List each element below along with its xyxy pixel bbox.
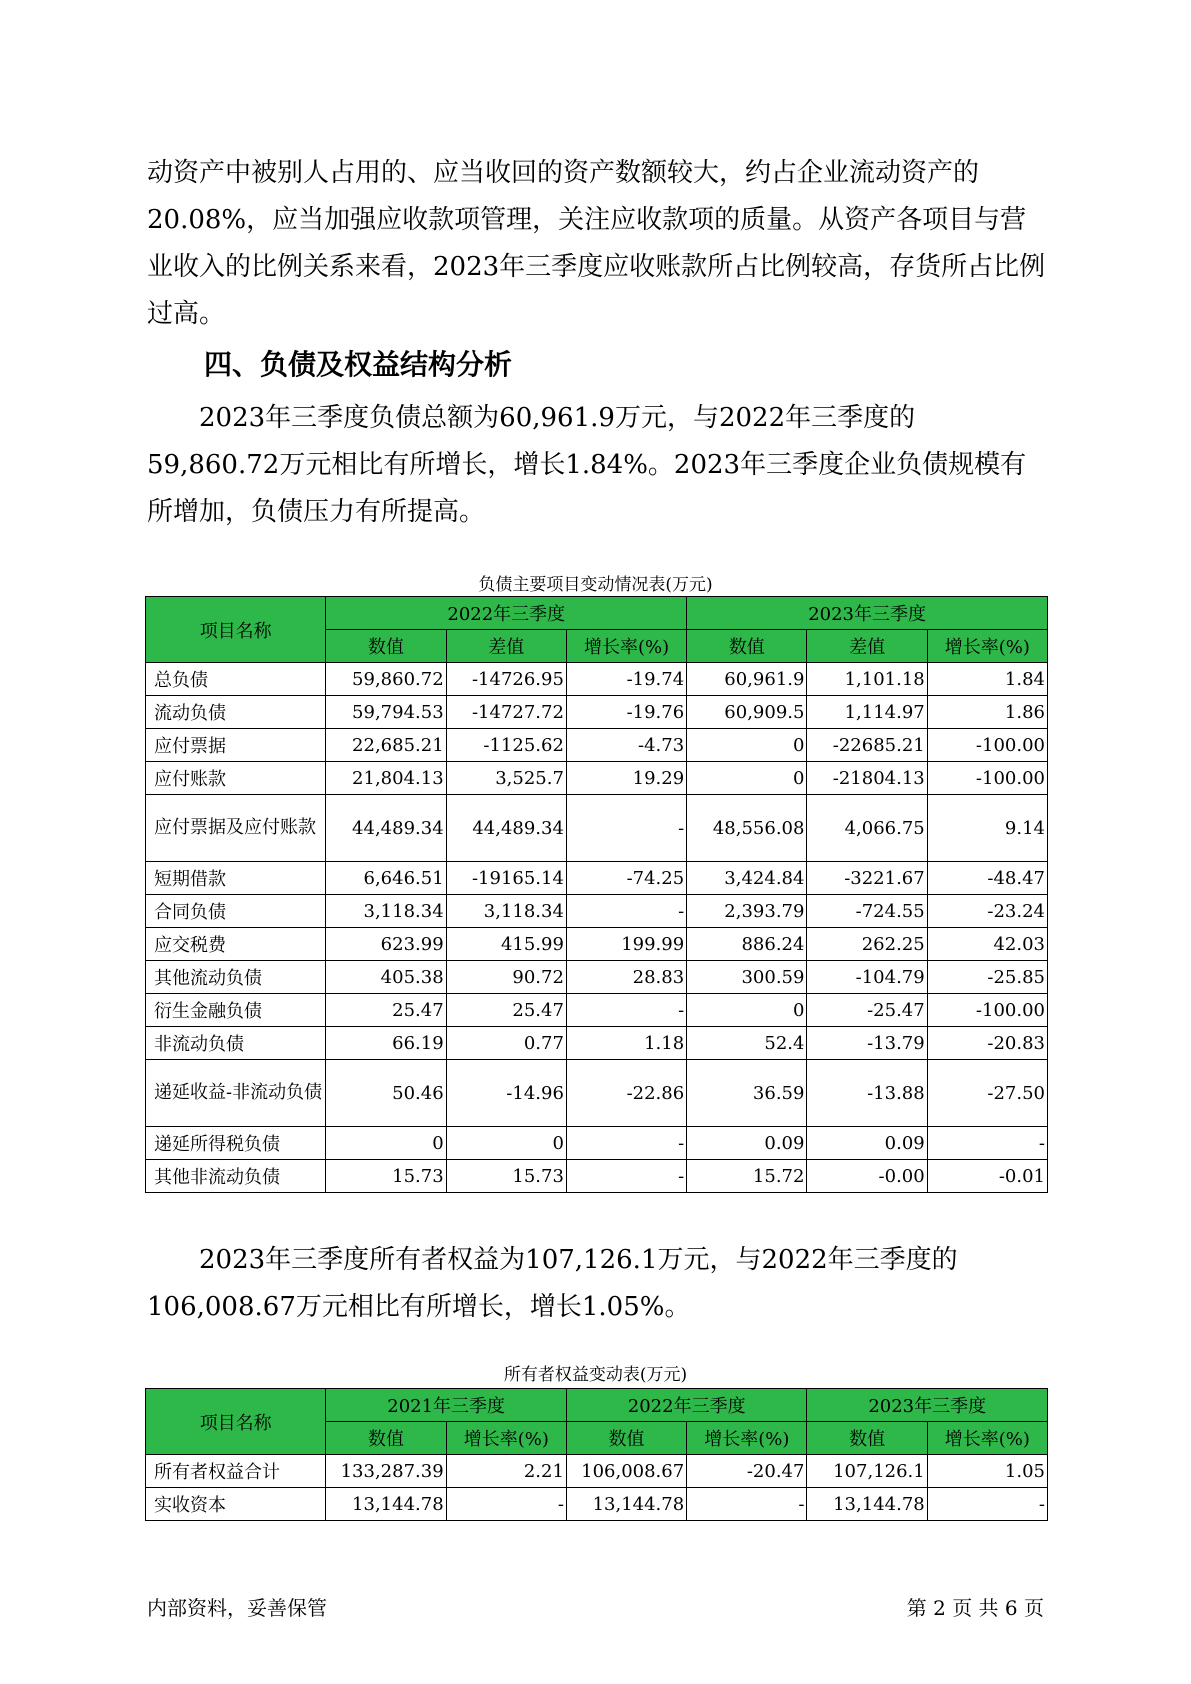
cell-r1: - bbox=[566, 795, 686, 862]
cell-d2: 0.09 bbox=[807, 1127, 927, 1160]
table-row bbox=[146, 1127, 1048, 1160]
header-rate: 增长率(%) bbox=[687, 1422, 807, 1455]
cell-r3: 1.05 bbox=[927, 1455, 1047, 1488]
cell-r1: - bbox=[566, 1127, 686, 1160]
cell-v1: 44,489.34 bbox=[326, 795, 446, 862]
header-rate: 增长率(%) bbox=[927, 630, 1047, 663]
row-item-name: 应付票据及应付账款 bbox=[146, 795, 326, 862]
table-row bbox=[146, 795, 1048, 862]
body-paragraph-2: 2023年三季度负债总额为60,961.9万元，与2022年三季度的59,860.72万元相比有所增长，增长1.84%。2023年三季度企业负债规模有所增加，负债压力有所提高。 bbox=[147, 403, 1027, 527]
table-row bbox=[146, 961, 1048, 994]
cell-v1: 623.99 bbox=[326, 928, 446, 961]
body-paragraph-1: 动资产中被别人占用的、应当收回的资产数额较大，约占企业流动资产的20.08%，应当加强应收款项管理，关注应收款项的质量。从资产各项目与营业收入的比例关系来看，2023年三季度应收账款所占比例较高，存货所占比例过高。 bbox=[147, 158, 1046, 329]
footer-page-number: 第 2 页 共 6 页 bbox=[906, 1596, 1044, 1620]
cell-d1: -19165.14 bbox=[446, 862, 566, 895]
cell-v1: 13,144.78 bbox=[326, 1488, 446, 1521]
table-row bbox=[146, 1160, 1048, 1193]
cell-v2: 3,424.84 bbox=[687, 862, 807, 895]
table-row bbox=[146, 994, 1048, 1027]
cell-d2: 4,066.75 bbox=[807, 795, 927, 862]
header-value: 数值 bbox=[326, 1422, 446, 1455]
cell-d2: 262.25 bbox=[807, 928, 927, 961]
table-row bbox=[146, 1060, 1048, 1127]
header-value: 数值 bbox=[807, 1422, 927, 1455]
cell-v2: 0 bbox=[687, 762, 807, 795]
cell-r2: 9.14 bbox=[927, 795, 1047, 862]
table-row bbox=[146, 729, 1048, 762]
row-item-name: 应交税费 bbox=[146, 928, 326, 961]
table-row bbox=[146, 663, 1048, 696]
cell-r2: -100.00 bbox=[927, 994, 1047, 1027]
equity-table bbox=[145, 1388, 1048, 1521]
cell-d1: -14726.95 bbox=[446, 663, 566, 696]
cell-v2: 0 bbox=[687, 729, 807, 762]
row-item-name: 总负债 bbox=[146, 663, 326, 696]
cell-d1: 3,525.7 bbox=[446, 762, 566, 795]
row-item-name: 其他流动负债 bbox=[146, 961, 326, 994]
cell-r2: -27.50 bbox=[927, 1060, 1047, 1127]
cell-r2: -25.85 bbox=[927, 961, 1047, 994]
header-diff: 差值 bbox=[807, 630, 927, 663]
cell-d2: -22685.21 bbox=[807, 729, 927, 762]
table-row bbox=[146, 928, 1048, 961]
cell-r1: 199.99 bbox=[566, 928, 686, 961]
table-row bbox=[146, 1455, 1048, 1488]
row-item-name: 递延收益-非流动负债 bbox=[146, 1060, 326, 1127]
cell-v2: 52.4 bbox=[687, 1027, 807, 1060]
header-value: 数值 bbox=[687, 630, 807, 663]
cell-r1: - bbox=[566, 895, 686, 928]
header-diff: 差值 bbox=[446, 630, 566, 663]
table-row bbox=[146, 1027, 1048, 1060]
header-item-name: 项目名称 bbox=[146, 1389, 326, 1455]
cell-r1: -22.86 bbox=[566, 1060, 686, 1127]
cell-v2: 60,909.5 bbox=[687, 696, 807, 729]
cell-r2: -23.24 bbox=[927, 895, 1047, 928]
header-period-2023: 2023年三季度 bbox=[687, 597, 1048, 630]
table-row bbox=[146, 895, 1048, 928]
cell-r1: - bbox=[566, 994, 686, 1027]
cell-r2: 1.84 bbox=[927, 663, 1047, 696]
row-item-name: 应付票据 bbox=[146, 729, 326, 762]
cell-r1: - bbox=[446, 1488, 566, 1521]
cell-d2: -0.00 bbox=[807, 1160, 927, 1193]
cell-v1: 25.47 bbox=[326, 994, 446, 1027]
header-rate: 增长率(%) bbox=[566, 630, 686, 663]
cell-v2: 15.72 bbox=[687, 1160, 807, 1193]
row-item-name: 流动负债 bbox=[146, 696, 326, 729]
cell-r1: - bbox=[566, 1160, 686, 1193]
cell-v2: 300.59 bbox=[687, 961, 807, 994]
cell-d1: 415.99 bbox=[446, 928, 566, 961]
table-row bbox=[146, 1488, 1048, 1521]
cell-r2: -20.83 bbox=[927, 1027, 1047, 1060]
cell-v1: 405.38 bbox=[326, 961, 446, 994]
row-item-name: 递延所得税负债 bbox=[146, 1127, 326, 1160]
header-period-2022: 2022年三季度 bbox=[566, 1389, 807, 1422]
cell-d2: 1,101.18 bbox=[807, 663, 927, 696]
cell-v1: 50.46 bbox=[326, 1060, 446, 1127]
cell-d2: -104.79 bbox=[807, 961, 927, 994]
cell-v2: 36.59 bbox=[687, 1060, 807, 1127]
section-heading: 四、负债及权益结构分析 bbox=[204, 348, 513, 381]
cell-r2: -48.47 bbox=[927, 862, 1047, 895]
footer-confidential-note: 内部资料，妥善保管 bbox=[147, 1596, 327, 1620]
cell-d2: -13.88 bbox=[807, 1060, 927, 1127]
header-period-2022: 2022年三季度 bbox=[326, 597, 687, 630]
header-value: 数值 bbox=[566, 1422, 686, 1455]
cell-v3: 107,126.1 bbox=[807, 1455, 927, 1488]
cell-d1: -14.96 bbox=[446, 1060, 566, 1127]
cell-r2: -100.00 bbox=[927, 762, 1047, 795]
cell-v1: 22,685.21 bbox=[326, 729, 446, 762]
cell-r3: - bbox=[927, 1488, 1047, 1521]
cell-v1: 15.73 bbox=[326, 1160, 446, 1193]
header-period-2021: 2021年三季度 bbox=[326, 1389, 567, 1422]
cell-d2: -21804.13 bbox=[807, 762, 927, 795]
cell-r1: 19.29 bbox=[566, 762, 686, 795]
table2-caption: 所有者权益变动表(万元) bbox=[503, 1365, 688, 1385]
cell-v1: 6,646.51 bbox=[326, 862, 446, 895]
row-item-name: 实收资本 bbox=[146, 1488, 326, 1521]
cell-d2: -3221.67 bbox=[807, 862, 927, 895]
liability-table bbox=[145, 596, 1048, 1193]
cell-r2: - bbox=[927, 1127, 1047, 1160]
cell-v2: 0.09 bbox=[687, 1127, 807, 1160]
cell-v2: 48,556.08 bbox=[687, 795, 807, 862]
cell-r2: 1.86 bbox=[927, 696, 1047, 729]
cell-d1: 44,489.34 bbox=[446, 795, 566, 862]
cell-v1: 59,794.53 bbox=[326, 696, 446, 729]
cell-r2: - bbox=[687, 1488, 807, 1521]
cell-r2: -0.01 bbox=[927, 1160, 1047, 1193]
cell-v1: 66.19 bbox=[326, 1027, 446, 1060]
cell-v1: 133,287.39 bbox=[326, 1455, 446, 1488]
row-item-name: 衍生金融负债 bbox=[146, 994, 326, 1027]
cell-r1: -4.73 bbox=[566, 729, 686, 762]
cell-d1: 0.77 bbox=[446, 1027, 566, 1060]
cell-r1: -74.25 bbox=[566, 862, 686, 895]
cell-v1: 0 bbox=[326, 1127, 446, 1160]
cell-d1: -1125.62 bbox=[446, 729, 566, 762]
row-item-name: 其他非流动负债 bbox=[146, 1160, 326, 1193]
cell-v2: 13,144.78 bbox=[566, 1488, 686, 1521]
cell-v1: 59,860.72 bbox=[326, 663, 446, 696]
body-paragraph-3: 2023年三季度所有者权益为107,126.1万元，与2022年三季度的106,008.67万元相比有所增长，增长1.05%。 bbox=[147, 1245, 958, 1322]
cell-r1: -19.74 bbox=[566, 663, 686, 696]
row-item-name: 非流动负债 bbox=[146, 1027, 326, 1060]
row-item-name: 合同负债 bbox=[146, 895, 326, 928]
header-item-name: 项目名称 bbox=[146, 597, 326, 663]
cell-d1: 25.47 bbox=[446, 994, 566, 1027]
cell-d1: 15.73 bbox=[446, 1160, 566, 1193]
cell-d1: 0 bbox=[446, 1127, 566, 1160]
row-item-name: 所有者权益合计 bbox=[146, 1455, 326, 1488]
header-period-2023: 2023年三季度 bbox=[807, 1389, 1048, 1422]
cell-r2: -20.47 bbox=[687, 1455, 807, 1488]
cell-v2: 2,393.79 bbox=[687, 895, 807, 928]
table-row bbox=[146, 862, 1048, 895]
table1-caption: 负债主要项目变动情况表(万元) bbox=[478, 575, 713, 595]
cell-r1: 28.83 bbox=[566, 961, 686, 994]
cell-d1: 90.72 bbox=[446, 961, 566, 994]
table-row bbox=[146, 696, 1048, 729]
cell-d2: -724.55 bbox=[807, 895, 927, 928]
cell-v2: 0 bbox=[687, 994, 807, 1027]
cell-d2: -13.79 bbox=[807, 1027, 927, 1060]
row-item-name: 短期借款 bbox=[146, 862, 326, 895]
cell-d1: -14727.72 bbox=[446, 696, 566, 729]
header-rate: 增长率(%) bbox=[446, 1422, 566, 1455]
header-rate: 增长率(%) bbox=[927, 1422, 1047, 1455]
cell-v1: 3,118.34 bbox=[326, 895, 446, 928]
cell-v2: 60,961.9 bbox=[687, 663, 807, 696]
cell-v2: 106,008.67 bbox=[566, 1455, 686, 1488]
cell-v1: 21,804.13 bbox=[326, 762, 446, 795]
row-item-name: 应付账款 bbox=[146, 762, 326, 795]
cell-r1: 2.21 bbox=[446, 1455, 566, 1488]
cell-d2: 1,114.97 bbox=[807, 696, 927, 729]
table-row bbox=[146, 762, 1048, 795]
cell-r1: 1.18 bbox=[566, 1027, 686, 1060]
cell-d1: 3,118.34 bbox=[446, 895, 566, 928]
cell-r2: -100.00 bbox=[927, 729, 1047, 762]
cell-d2: -25.47 bbox=[807, 994, 927, 1027]
cell-v3: 13,144.78 bbox=[807, 1488, 927, 1521]
cell-r2: 42.03 bbox=[927, 928, 1047, 961]
header-value: 数值 bbox=[326, 630, 446, 663]
cell-v2: 886.24 bbox=[687, 928, 807, 961]
cell-r1: -19.76 bbox=[566, 696, 686, 729]
